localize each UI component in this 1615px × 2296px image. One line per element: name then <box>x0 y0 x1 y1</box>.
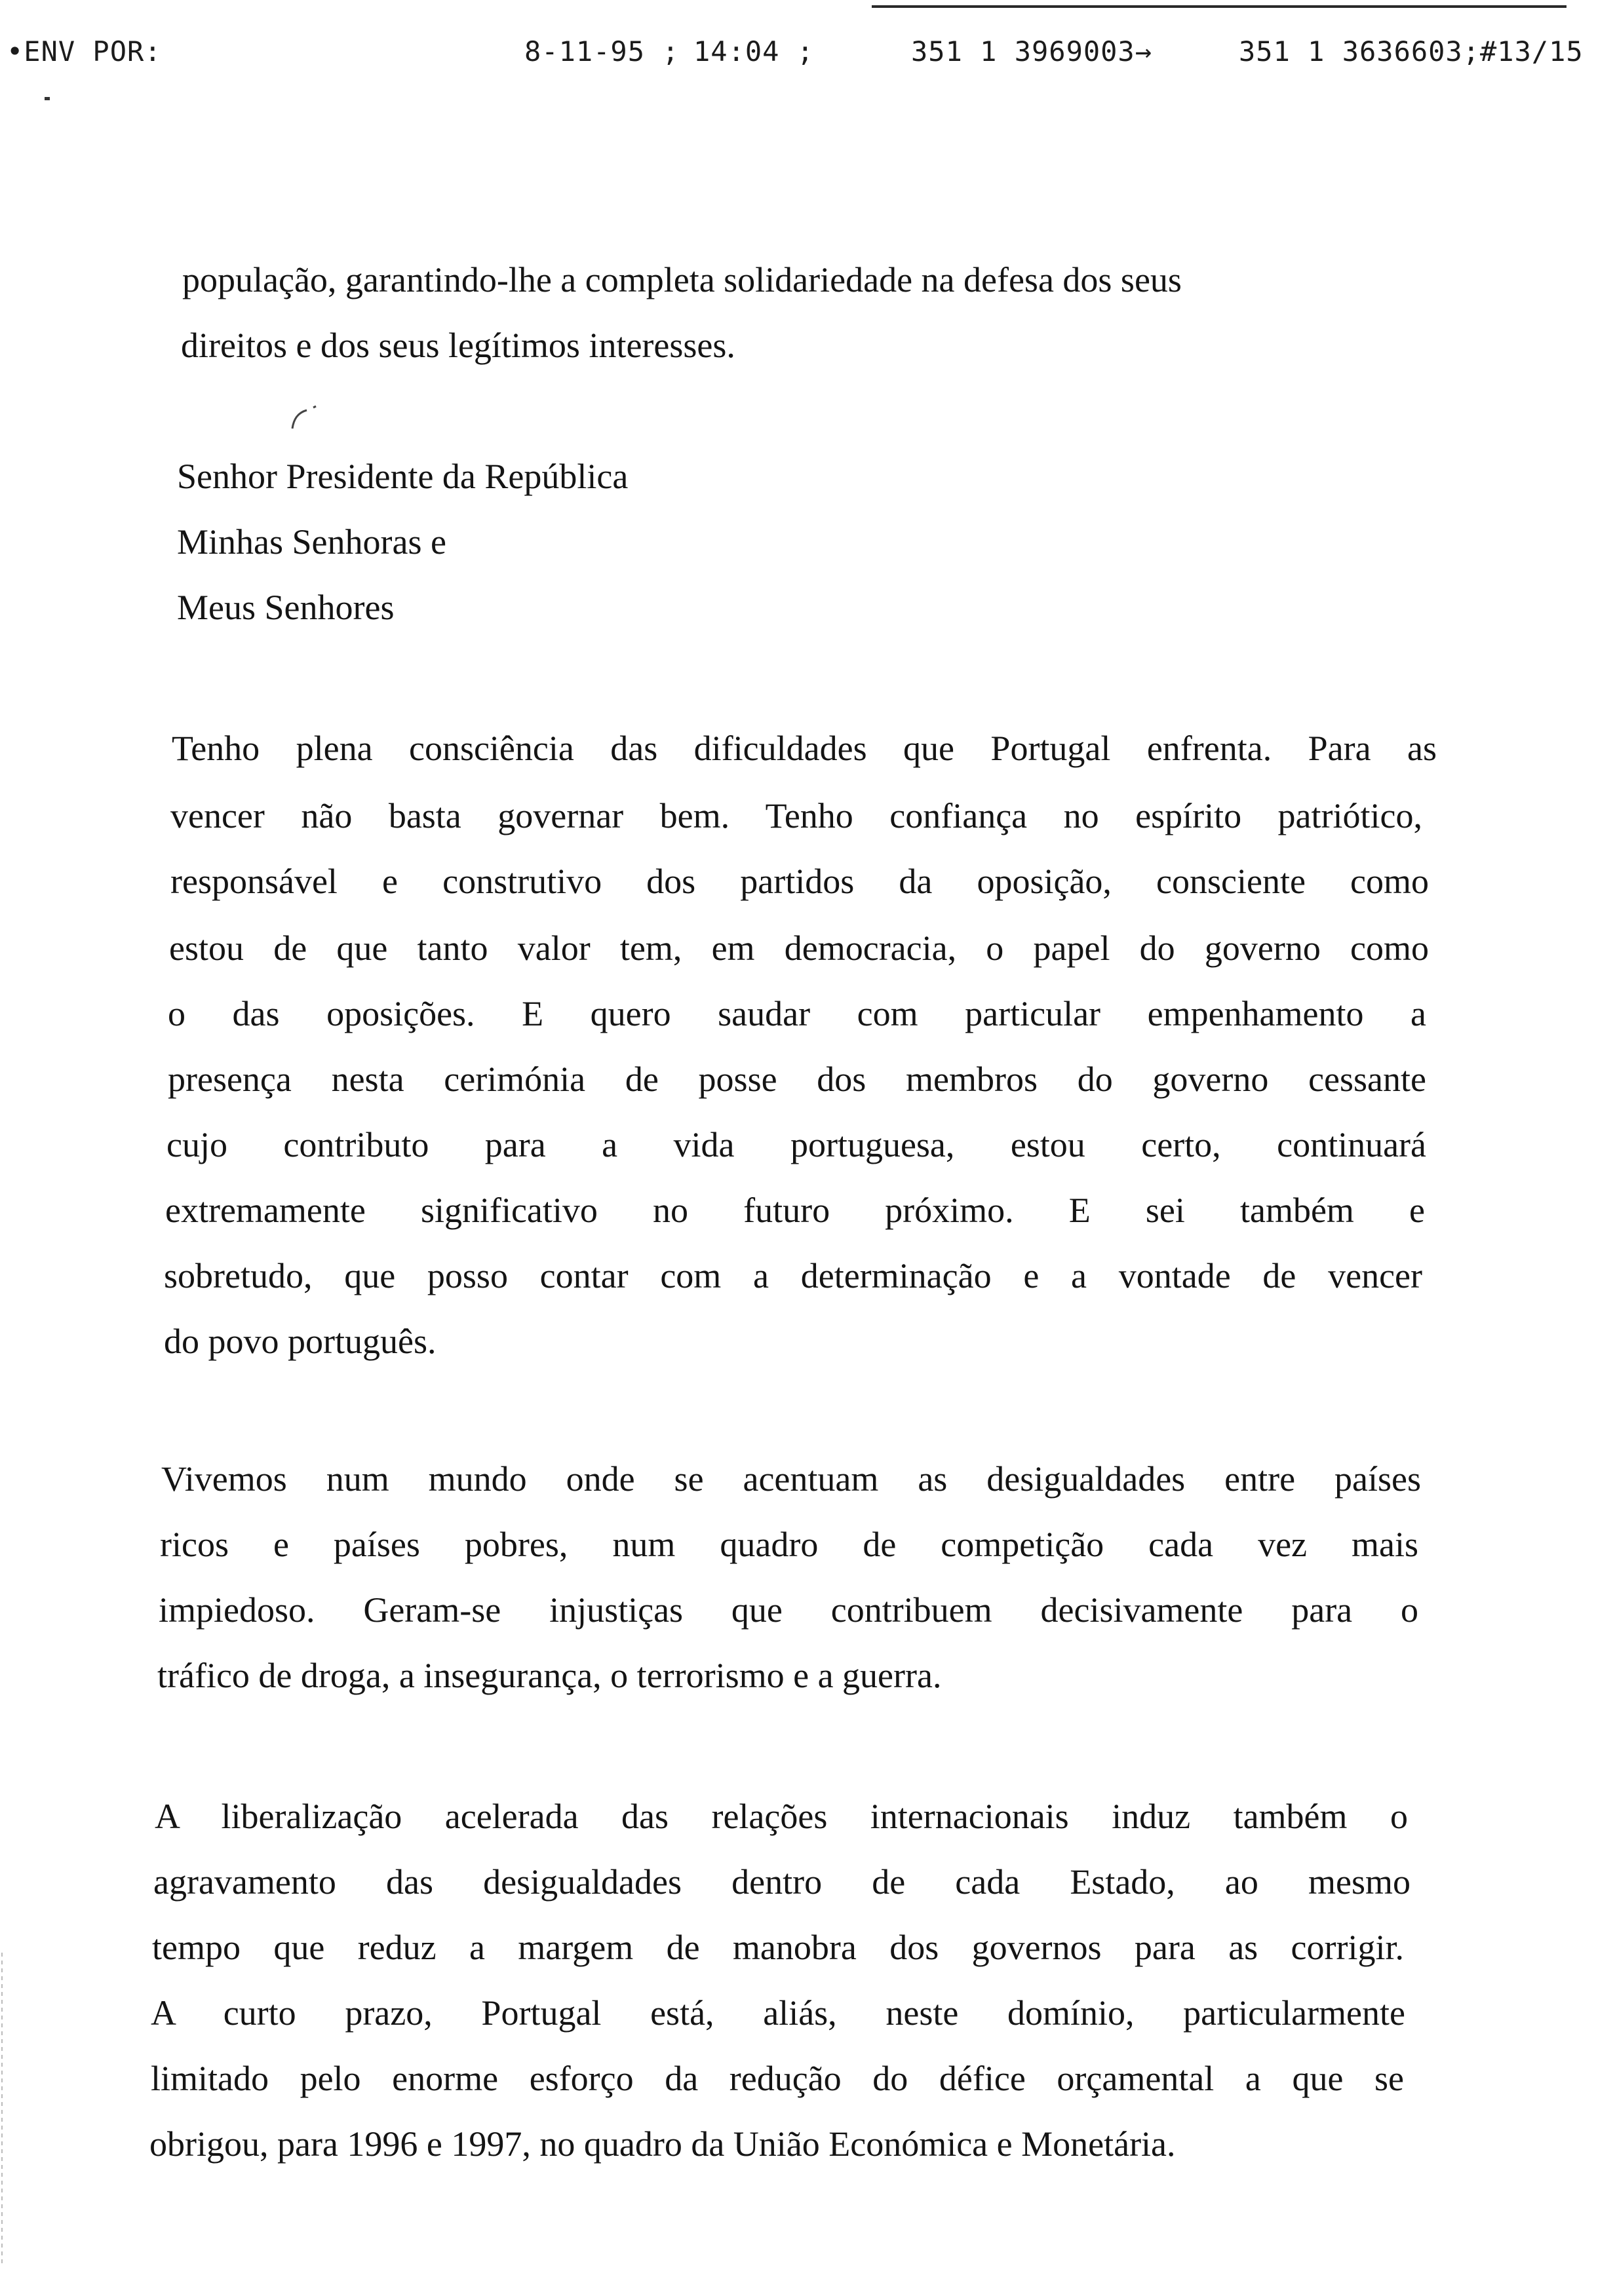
fax-date: 8-11-95 ; <box>524 35 680 67</box>
p2-line-1: Tenho plena consciência das dificuldades que Portugal enfrenta. Para as <box>172 729 1437 768</box>
fax-sender: •ENV POR: <box>7 35 162 67</box>
p4-line-2: agravamento das desigualdades dentro de cada Estado, ao mesmo <box>153 1862 1411 1902</box>
p4-line-5: limitado pelo enorme esforço da redução do défice orçamental a que se <box>151 2059 1404 2098</box>
p2-line-8: extremamente significativo no futuro próximo. E sei também e <box>165 1191 1425 1230</box>
salutation-line-1: Senhor Presidente da República <box>177 457 629 496</box>
salutation-line-2: Minhas Senhoras e <box>177 522 446 562</box>
p1-line-1: população, garantindo-lhe a completa solidariedade na defesa dos seus <box>182 260 1182 299</box>
fax-time: 14:04 ; <box>693 35 815 67</box>
p3-line-2: ricos e países pobres, num quadro de competição cada vez mais <box>160 1525 1418 1564</box>
p4-line-4: A curto prazo, Portugal está, aliás, neste domínio, particularmente <box>151 1993 1405 2033</box>
fax-to-number-page: 351 1 3636603;#13/15 <box>1239 35 1584 67</box>
p2-line-7: cujo contributo para a vida portuguesa, estou certo, continuará <box>166 1125 1426 1164</box>
fax-from-number: 351 1 3969003→ <box>911 35 1153 67</box>
p4-line-1: A liberalização acelerada das relações internacionais induz também o <box>155 1797 1408 1836</box>
p2-line-4: estou de que tanto valor tem, em democracia, o papel do governo como <box>169 928 1429 968</box>
p2-line-6: presença nesta cerimónia de posse dos membros do governo cessante <box>168 1060 1426 1099</box>
p2-line-10: do povo português. <box>164 1322 437 1361</box>
p4-line-6: obrigou, para 1996 e 1997, no quadro da União Económica e Monetária. <box>149 2124 1176 2164</box>
p4-line-3: tempo que reduz a margem de manobra dos governos para as corrigir. <box>152 1928 1404 1967</box>
p3-line-4: tráfico de droga, a insegurança, o terrorismo e a guerra. <box>157 1656 942 1695</box>
p2-line-9: sobretudo, que posso contar com a determinação e a vontade de vencer <box>164 1256 1422 1295</box>
salutation-line-3: Meus Senhores <box>177 588 395 627</box>
p2-line-2: vencer não basta governar bem. Tenho confiança no espírito patriótico, <box>170 796 1422 835</box>
p2-line-3: responsável e construtivo dos partidos da oposição, consciente como <box>170 862 1429 901</box>
p2-line-5: o das oposições. E quero saudar com particular empenhamento a <box>168 994 1426 1033</box>
p1-line-2: direitos e dos seus legítimos interesses. <box>181 326 735 365</box>
p3-line-3: impiedoso. Geram-se injustiças que contribuem decisivamente para o <box>159 1590 1418 1630</box>
p3-line-1: Vivemos num mundo onde se acentuam as desigualdades entre países <box>161 1459 1421 1499</box>
